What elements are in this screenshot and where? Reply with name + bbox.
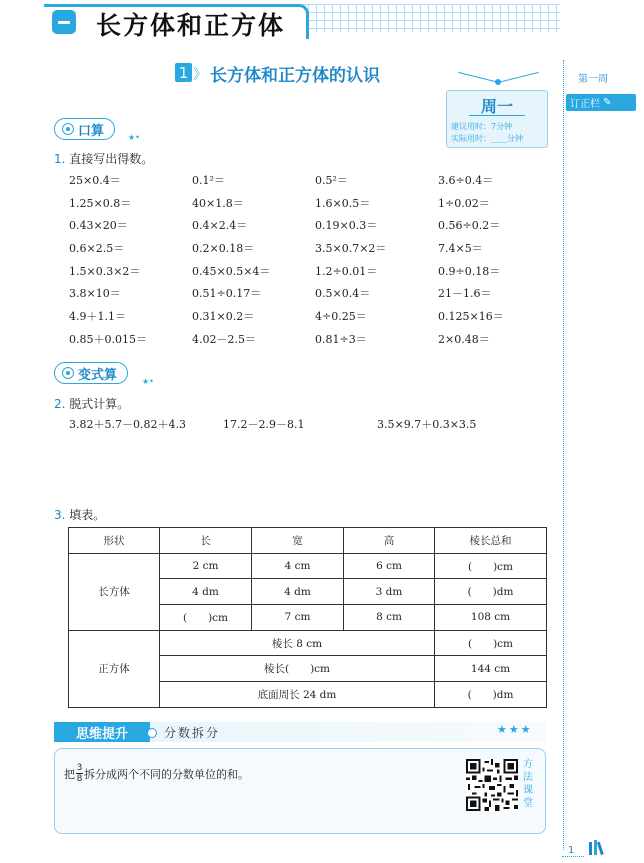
oral-item: 1÷0.02＝: [438, 196, 490, 210]
books-icon: [588, 839, 610, 855]
expression-1: 3.82＋5.7－0.82＋4.3: [69, 418, 186, 431]
table-cell: 144 cm: [435, 656, 547, 682]
sidebar-week: 第一周: [578, 74, 608, 85]
lesson-number: 1: [175, 63, 192, 82]
table-cell: 4 cm: [252, 553, 344, 579]
section-tag-label: 口算: [78, 123, 105, 139]
suggested-time: 建议用时：7分钟: [451, 122, 513, 131]
header-grid-decoration: [300, 4, 560, 32]
chapter-title: 长方体和正方体: [96, 11, 286, 40]
table-cell: ( )dm: [435, 682, 547, 708]
stopwatch-icon: [62, 123, 74, 135]
oral-item: 0.125×16＝: [438, 310, 504, 324]
actual-time: 实际用时：____分钟: [451, 134, 523, 143]
thinking-question: 把 $\frac{3}{8}$ 拆分成两个不同的分数单位的和。: [64, 763, 249, 784]
oral-item: 0.5×0.4＝: [315, 287, 371, 301]
table-header-row: [69, 528, 547, 554]
table-cell: ( )cm: [435, 630, 547, 656]
table-cell: 7 cm: [252, 605, 344, 631]
table-cell: ( )cm: [160, 605, 252, 631]
table-row: [69, 553, 547, 579]
fill-table: [68, 527, 547, 708]
oral-item: 0.45×0.5×4＝: [192, 264, 271, 278]
oral-item: 0.5²＝: [315, 174, 348, 187]
shape-label-cube: 正方体: [69, 630, 160, 707]
difficulty-stars: ★★★: [497, 723, 533, 736]
oral-item: 2×0.48＝: [438, 332, 490, 346]
table-header-cell: 宽: [252, 528, 344, 554]
sparkle-icon: ★•: [128, 133, 140, 142]
table-cell: 底面周长 24 dm: [160, 682, 435, 708]
oral-item: 0.43×20＝: [69, 219, 128, 233]
pencil-icon: ✎: [603, 97, 612, 108]
week-title: 周一: [480, 97, 513, 116]
section-tag-variant: [54, 362, 128, 384]
oral-item: 1.2÷0.01＝: [315, 264, 378, 278]
question-3-label: 3. 填表。: [54, 508, 106, 522]
table-header-cell: 高: [344, 528, 435, 554]
table-header-cell: 形状: [69, 528, 160, 554]
oral-item: 0.9÷0.18＝: [438, 264, 501, 278]
question-1-label: 1. 直接写出得数。: [54, 152, 154, 166]
target-icon: [62, 367, 74, 379]
oral-item: 0.19×0.3＝: [315, 219, 378, 233]
lesson-title: 长方体和正方体的认识: [210, 66, 380, 86]
oral-item: 0.85＋0.015＝: [69, 332, 147, 346]
expression-3: 3.5×9.7＋0.3×3.5: [377, 418, 477, 431]
thinking-tag: 思维提升: [54, 722, 150, 742]
oral-item: 0.4×2.4＝: [192, 219, 248, 233]
oral-item: 0.51÷0.17＝: [192, 287, 262, 301]
oral-item: 0.1²＝: [192, 174, 225, 187]
chevron-right-icon: 》: [193, 67, 207, 83]
table-header-cell: 长: [160, 528, 252, 554]
table-cell: 3 dm: [344, 579, 435, 605]
hanger-icon: [495, 79, 501, 85]
oral-item: 3.5×0.7×2＝: [315, 242, 387, 256]
oral-item: 25×0.4＝: [69, 174, 121, 187]
section-tag-oral: [54, 118, 115, 140]
table-cell: 4 dm: [160, 579, 252, 605]
oral-item: 0.81÷3＝: [315, 332, 367, 346]
table-cell: 6 cm: [344, 553, 435, 579]
table-cell: 棱长 8 cm: [160, 630, 435, 656]
oral-item: 40×1.8＝: [192, 196, 244, 210]
oral-item: 21－1.6＝: [438, 287, 492, 301]
table-cell: 2 cm: [160, 553, 252, 579]
oral-item: 4÷0.25＝: [315, 310, 367, 324]
oral-item: 3.6÷0.4＝: [438, 174, 494, 187]
thinking-subtitle: 分数拆分: [164, 726, 221, 740]
section-tag-label: 变式算: [78, 367, 118, 383]
dot-icon: [147, 728, 157, 738]
oral-item: 0.56÷0.2＝: [438, 219, 501, 233]
page-number-rule: [562, 856, 584, 857]
oral-item: 7.4×5＝: [438, 242, 483, 256]
expression-2: 17.2－2.9－8.1: [223, 418, 305, 431]
correction-column-tag: 订正栏 ✎: [566, 94, 636, 111]
table-cell: 4 dm: [252, 579, 344, 605]
oral-item: 1.5×0.3×2＝: [69, 264, 141, 278]
chapter-badge-icon: [52, 10, 76, 34]
table-cell: ( )dm: [435, 579, 547, 605]
oral-item: 4.9＋1.1＝: [69, 310, 126, 324]
table-cell: ( )cm: [435, 553, 547, 579]
table-cell: 108 cm: [435, 605, 547, 631]
table-row: [69, 630, 547, 656]
week-card: [446, 90, 548, 148]
qr-code-icon[interactable]: [466, 759, 518, 811]
oral-item: 1.25×0.8＝: [69, 196, 132, 210]
page-number: 1: [568, 845, 575, 856]
sidebar-divider: [563, 60, 564, 850]
table-cell: 棱长( )cm: [160, 656, 435, 682]
shape-label-cuboid: 长方体: [69, 553, 160, 630]
question-2-label: 2. 脱式计算。: [54, 397, 130, 411]
fraction: $\frac{3}{8}$: [76, 763, 83, 784]
table-header-cell: 棱长总和: [435, 528, 547, 554]
oral-item: 3.8×10＝: [69, 287, 121, 301]
oral-item: 4.02－2.5＝: [192, 332, 256, 346]
oral-item: 1.6×0.5＝: [315, 196, 371, 210]
oral-item: 0.31×0.2＝: [192, 310, 255, 324]
table-cell: 8 cm: [344, 605, 435, 631]
oral-item: 0.6×2.5＝: [69, 242, 125, 256]
oral-item: 0.2×0.18＝: [192, 242, 255, 256]
qr-label: 方法课堂: [523, 759, 533, 809]
sparkle-icon: ★•: [142, 377, 154, 386]
oral-calc-grid: [69, 172, 539, 354]
